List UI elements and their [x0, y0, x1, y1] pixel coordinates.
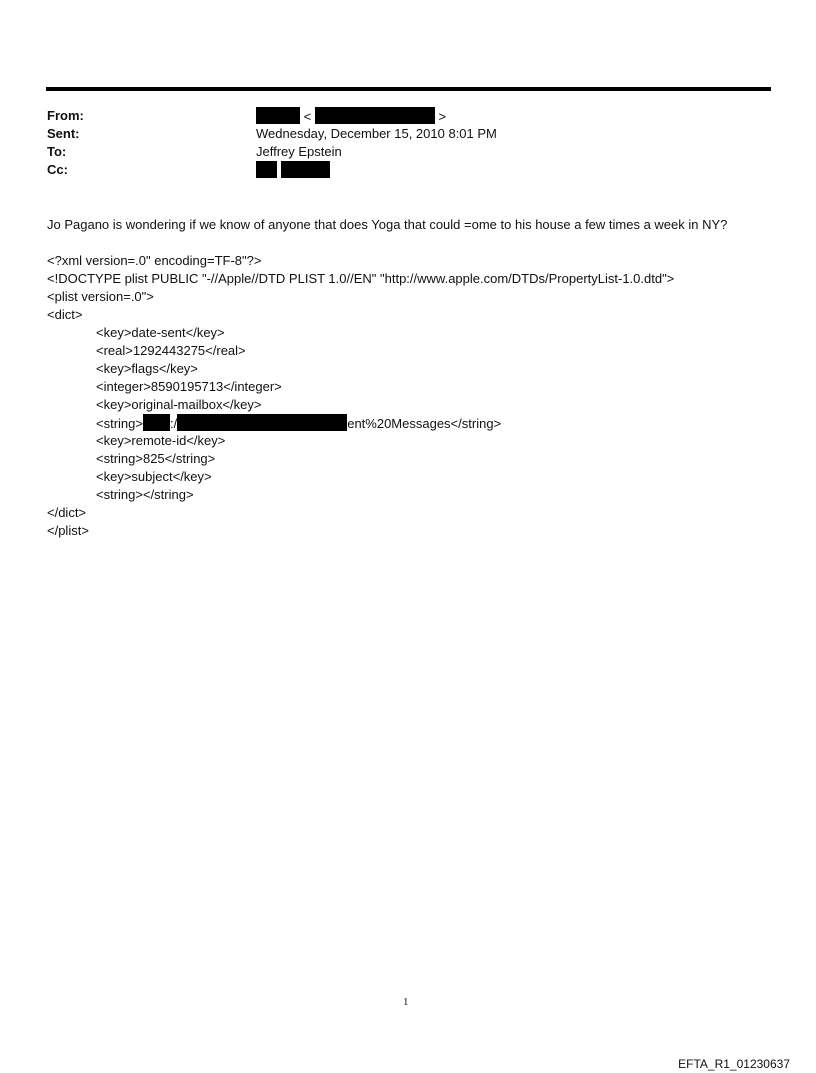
redaction-box	[177, 414, 347, 431]
xml-line: <real>1292443275</real>	[96, 343, 246, 358]
from-value	[256, 107, 446, 126]
xml-line: <plist version=.0">	[47, 289, 154, 304]
xml-line: <integer>8590195713</integer>	[96, 379, 282, 394]
xml-line: </plist>	[47, 523, 89, 538]
sent-value: Wednesday, December 15, 2010 8:01 PM	[256, 126, 497, 141]
message-text: Jo Pagano is wondering if we know of anyone that does Yoga that could =ome to his house a few times a week in NY?	[47, 217, 728, 232]
to-row	[47, 143, 747, 161]
cc-row	[47, 161, 747, 179]
redaction-box	[143, 414, 170, 431]
sent-label: Sent:	[47, 126, 80, 141]
redaction-box	[256, 161, 277, 178]
xml-line: <string></string>	[96, 487, 194, 502]
from-label: From:	[47, 108, 84, 123]
xml-line: <key>flags</key>	[96, 361, 198, 376]
redaction-box	[281, 161, 330, 178]
document-id: EFTA_R1_01230637	[678, 1057, 790, 1071]
cc-value	[256, 161, 330, 180]
to-label: To:	[47, 144, 67, 159]
xml-line: <key>date-sent</key>	[96, 325, 225, 340]
redaction-box	[315, 107, 435, 124]
cc-label: Cc:	[47, 162, 68, 177]
xml-line: <key>original-mailbox</key>	[96, 397, 262, 412]
xml-fragment: ent%20Messages</string>	[347, 416, 502, 431]
page-number: 1	[403, 996, 409, 1008]
sent-row	[47, 125, 747, 143]
redaction-box	[256, 107, 300, 124]
xml-fragment: <string>	[96, 416, 143, 431]
xml-line: <!DOCTYPE plist PUBLIC "-//Apple//DTD PLIST 1.0//EN" "http://www.apple.com/DTDs/PropertyList-1.0.dtd">	[47, 271, 675, 286]
xml-fragment: :/	[169, 416, 178, 431]
xml-line: <?xml version=.0" encoding=TF-8"?>	[47, 253, 262, 268]
to-value: Jeffrey Epstein	[256, 144, 342, 159]
header-rule	[46, 87, 771, 91]
xml-line: <dict>	[47, 307, 83, 322]
from-open-bracket: <	[303, 109, 312, 124]
xml-line: <key>remote-id</key>	[96, 433, 226, 448]
xml-line: <string>825</string>	[96, 451, 216, 466]
xml-line: </dict>	[47, 505, 87, 520]
from-row	[47, 107, 747, 125]
xml-line-mailbox-path	[96, 414, 501, 433]
xml-line: <key>subject</key>	[96, 469, 212, 484]
from-close-bracket: >	[438, 109, 447, 124]
